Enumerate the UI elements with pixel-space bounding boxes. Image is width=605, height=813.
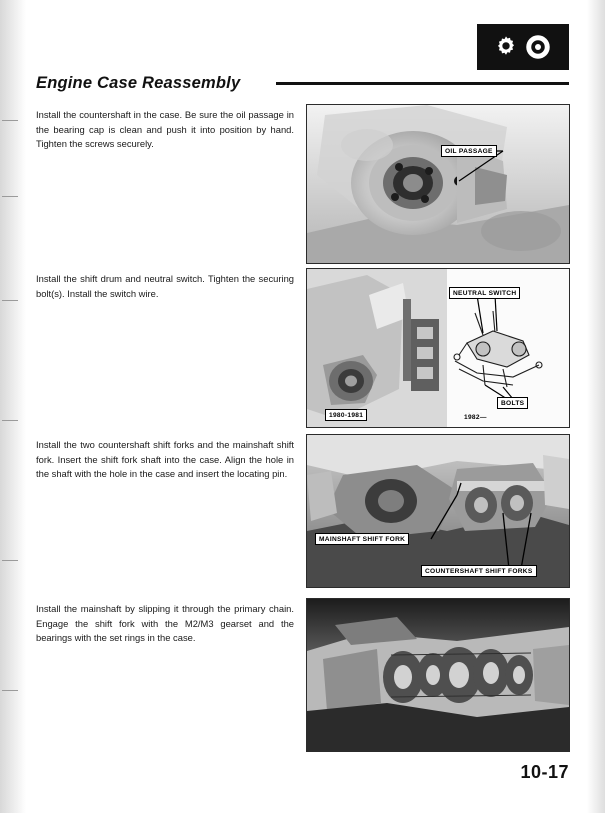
title-rule (276, 82, 569, 85)
scan-edge-tick (2, 420, 18, 421)
callout-1982: 1982— (464, 413, 487, 421)
shift-forks-photo (306, 434, 570, 588)
step-text-shift-drum: Install the shift drum and neutral switch. Tighten the securing bolt(s). Install the switch wire. (36, 273, 294, 299)
callout-neutral-switch: NEUTRAL SWITCH (449, 287, 520, 299)
callout-oil-passage: OIL PASSAGE (441, 145, 497, 157)
step-text-countershaft: Install the countershaft in the case. Be sure the oil passage in the bearing cap is clean and push it into position by hand. Tighten the screws securely. (36, 109, 294, 150)
callout-bolts: BOLTS (497, 397, 528, 409)
scan-edge-tick (2, 560, 18, 561)
scan-edge-tick (2, 690, 18, 691)
scan-edge-tick (2, 196, 18, 197)
shift-drum-neutral-switch-photo (306, 268, 570, 428)
scan-edge-tick (2, 300, 18, 301)
switch-leaders (307, 269, 569, 427)
gear-icon (493, 34, 519, 60)
mainshaft-primary-chain-photo (306, 598, 570, 752)
scan-edge-tick (2, 120, 18, 121)
oil-passage-leader (307, 105, 569, 263)
callout-1980-1981: 1980-1981 (325, 409, 367, 421)
callout-countershaft-shift-forks: COUNTERSHAFT SHIFT FORKS (421, 565, 537, 577)
manual-logo (477, 24, 569, 70)
countershaft-bearing-cap-photo (306, 104, 570, 264)
callout-mainshaft-shift-fork: MAINSHAFT SHIFT FORK (315, 533, 409, 545)
step-text-mainshaft: Install the mainshaft by slipping it through the primary chain. Engage the shift fork with the M2/M3 gearset and the bearings with the set rings in the case. (36, 603, 294, 644)
page-title: Engine Case Reassembly (36, 74, 241, 92)
gear-circle-icon (523, 32, 553, 62)
page-number: 10-17 (520, 762, 569, 782)
step-text-shift-forks: Install the two countershaft shift forks and the mainshaft shift fork. Insert the shift fork shaft into the case. Align the hole in the shaft with the hole in the case and insert the locating pin. (36, 439, 294, 480)
